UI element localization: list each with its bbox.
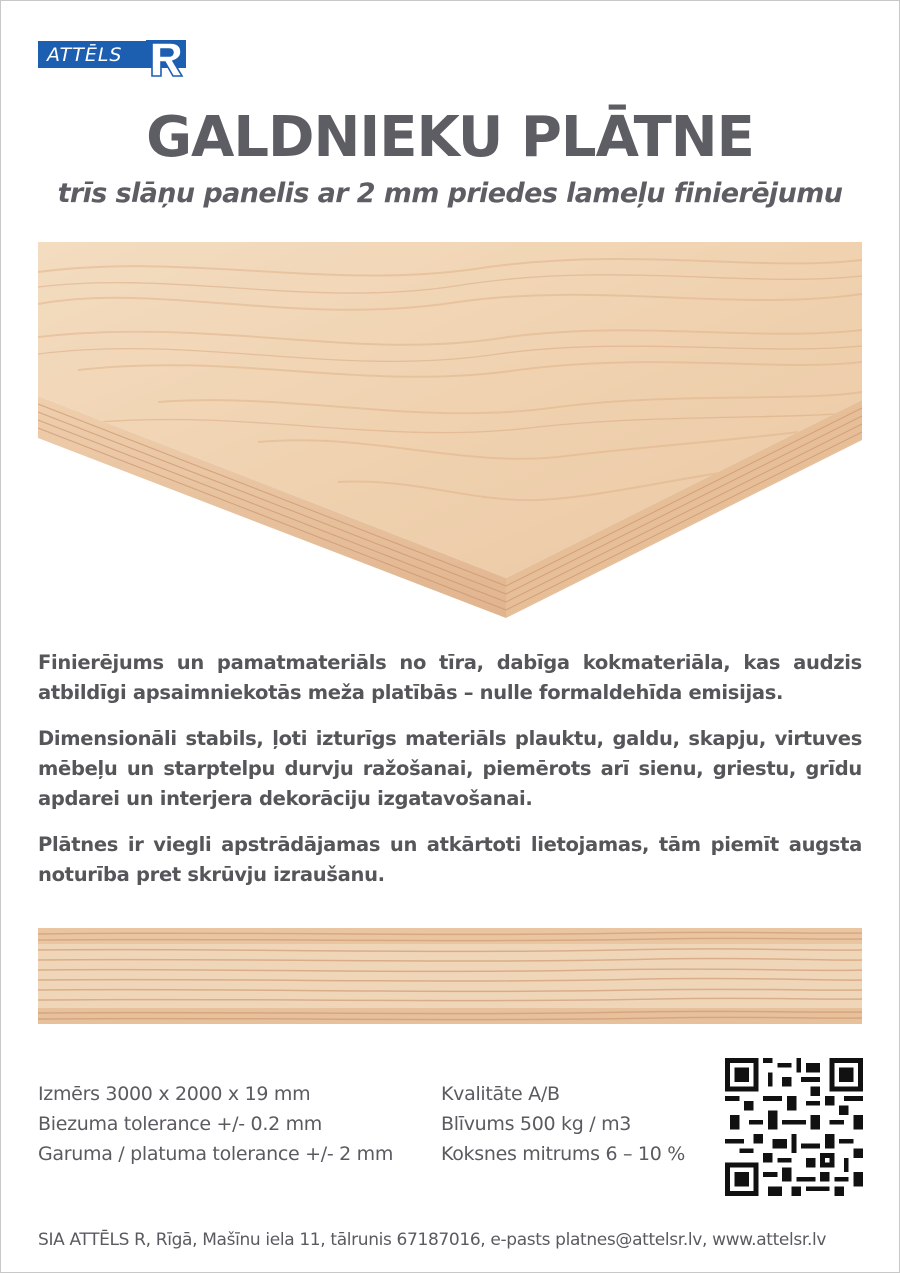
spec-size: Izmērs 3000 x 2000 x 19 mm <box>38 1083 311 1105</box>
spec-density: Blīvums 500 kg / m3 <box>441 1113 632 1135</box>
paragraph-processing: Plātnes ir viegli apstrādājamas un atkārtoti lietojamas, tām piemīt augsta noturība pret skrūvju izraušanu. <box>38 833 862 886</box>
logo-text: ATTĒLS <box>47 44 123 66</box>
board-edge-photo <box>38 928 862 1024</box>
page-title: GALDNIEKU PLĀTNE <box>146 105 754 170</box>
paragraph-materials: Finierējums un pamatmateriāls no tīra, dabīga kokmateriāla, kas audzis atbildīgi apsaimniekotās meža platībās – nulle formaldehīda emisijas. <box>38 651 862 704</box>
logo-r-mark-icon <box>146 40 190 79</box>
spec-moisture: Koksnes mitrums 6 – 10 % <box>441 1143 685 1165</box>
board-photo <box>38 242 862 622</box>
spec-thickness-tolerance: Biezuma tolerance +/- 0.2 mm <box>38 1113 323 1135</box>
paragraph-usage: Dimensionāli stabils, ļoti izturīgs materiāls plauktu, galdu, skapju, virtuves mēbeļu un starptelpu durvju ražošanai, piemērots arī sienu, griestu, grīdu apdarei un interjera dekorāciju izgatavošanai. <box>38 727 862 810</box>
qr-code-icon[interactable] <box>725 1058 863 1196</box>
spec-length-tolerance: Garuma / platuma tolerance +/- 2 mm <box>38 1143 394 1165</box>
specs-left <box>38 1079 393 1169</box>
specs-right <box>441 1079 685 1169</box>
brand-logo[interactable] <box>38 41 190 79</box>
page-subtitle: trīs slāņu panelis ar 2 mm priedes lameļu finierējumu <box>57 178 843 209</box>
description <box>38 648 862 906</box>
footer-contacts: SIA ATTĒLS R, Rīgā, Mašīnu iela 11, tālrunis 67187016, e-pasts platnes@attelsr.lv, www.attelsr.lv <box>38 1230 827 1250</box>
spec-quality: Kvalitāte A/B <box>441 1083 560 1105</box>
